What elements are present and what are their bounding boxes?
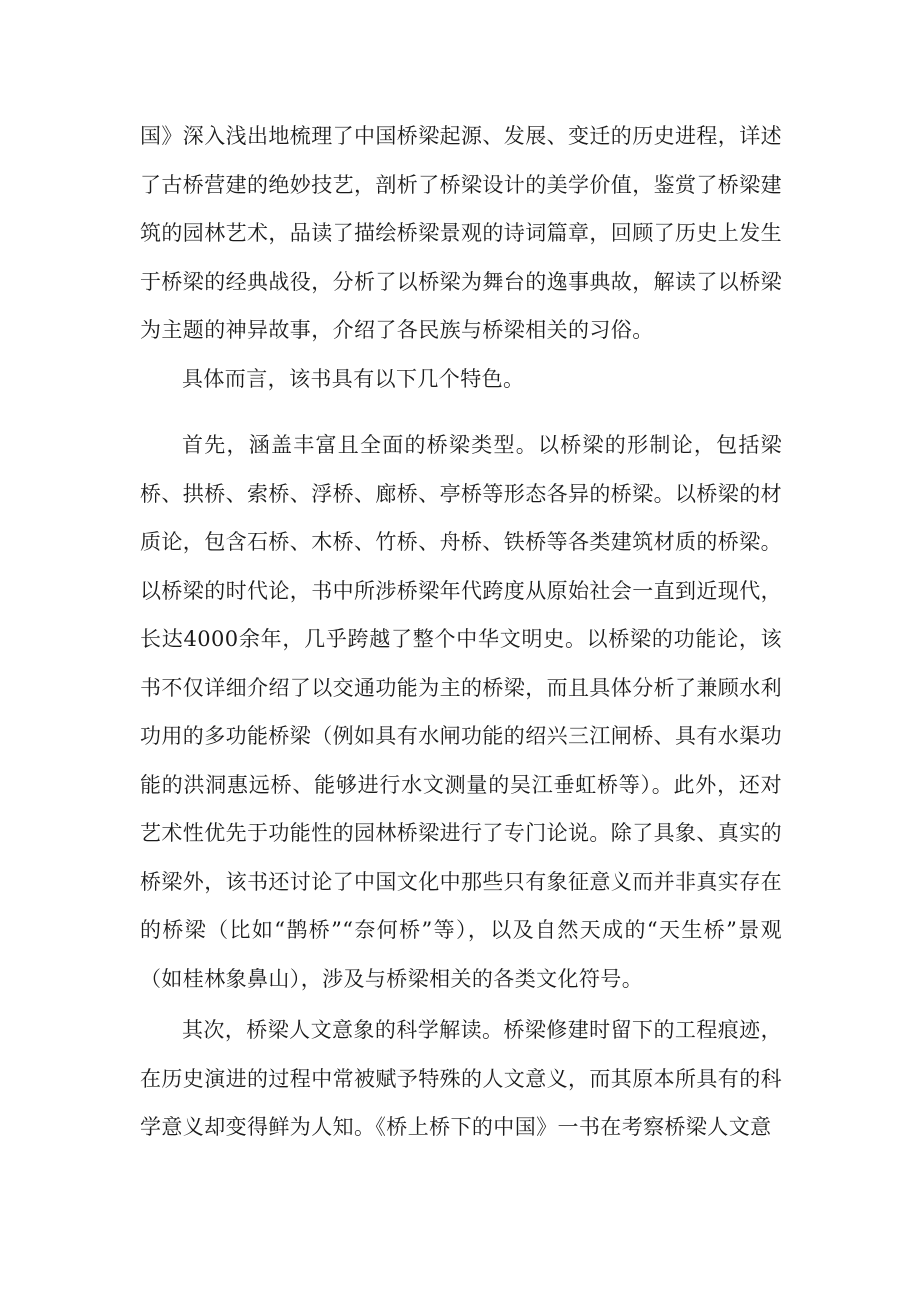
paragraph-features-intro: 具体而言，该书具有以下几个特色。 <box>182 367 525 391</box>
paragraph-second-feature: 其次，桥梁人文意象的科学解读。桥梁修建时留下的工程痕迹，在历史演进的过程中常被赋予特殊的人文意义，而其原本所具有的科学意义却变得鲜为人知。《桥上桥下的中国》一书在考察桥梁人文意 <box>140 1018 782 1139</box>
paragraph-first-feature: 首先，涵盖丰富且全面的桥梁类型。以桥梁的形制论，包括梁桥、拱桥、索桥、浮桥、廊桥、亭桥等形态各异的桥梁。以桥梁的材质论，包含石桥、木桥、竹桥、舟桥、铁桥等各类建筑材质的桥梁。以桥梁的时代论，书中所涉桥梁年代跨度从原始社会一直到近现代，长达4000余年，几乎跨越了整个中华文明史。以桥梁的功能论，该书不仅详细介绍了以交通功能为主的桥梁，而且具体分析了兼顾水利功用的多功能桥梁（例如具有水闸功能的绍兴三江闸桥、具有水渠功能的洪洞惠远桥、能够进行水文测量的吴江垂虹桥等）。此外，还对艺术性优先于功能性的园林桥梁进行了专门论说。除了具象、真实的桥梁外，该书还讨论了中国文化中那些只有象征意义而并非真实存在的桥梁（比如“鹊桥”“奈何桥”等），以及自然天成的“天生桥”景观（如桂林象鼻山），涉及与桥梁相关的各类文化符号。 <box>140 433 782 991</box>
paragraph-book-overview: 国》深入浅出地梳理了中国桥梁起源、发展、变迁的历史进程，详述了古桥营建的绝妙技艺，剖析了桥梁设计的美学价值，鉴赏了桥梁建筑的园林艺术，品读了描绘桥梁景观的诗词篇章，回顾了历史上发生于桥梁的经典战役，分析了以桥梁为舞台的逸事典故，解读了以桥梁为主题的神异故事，介绍了各民族与桥梁相关的习俗。 <box>140 124 782 342</box>
